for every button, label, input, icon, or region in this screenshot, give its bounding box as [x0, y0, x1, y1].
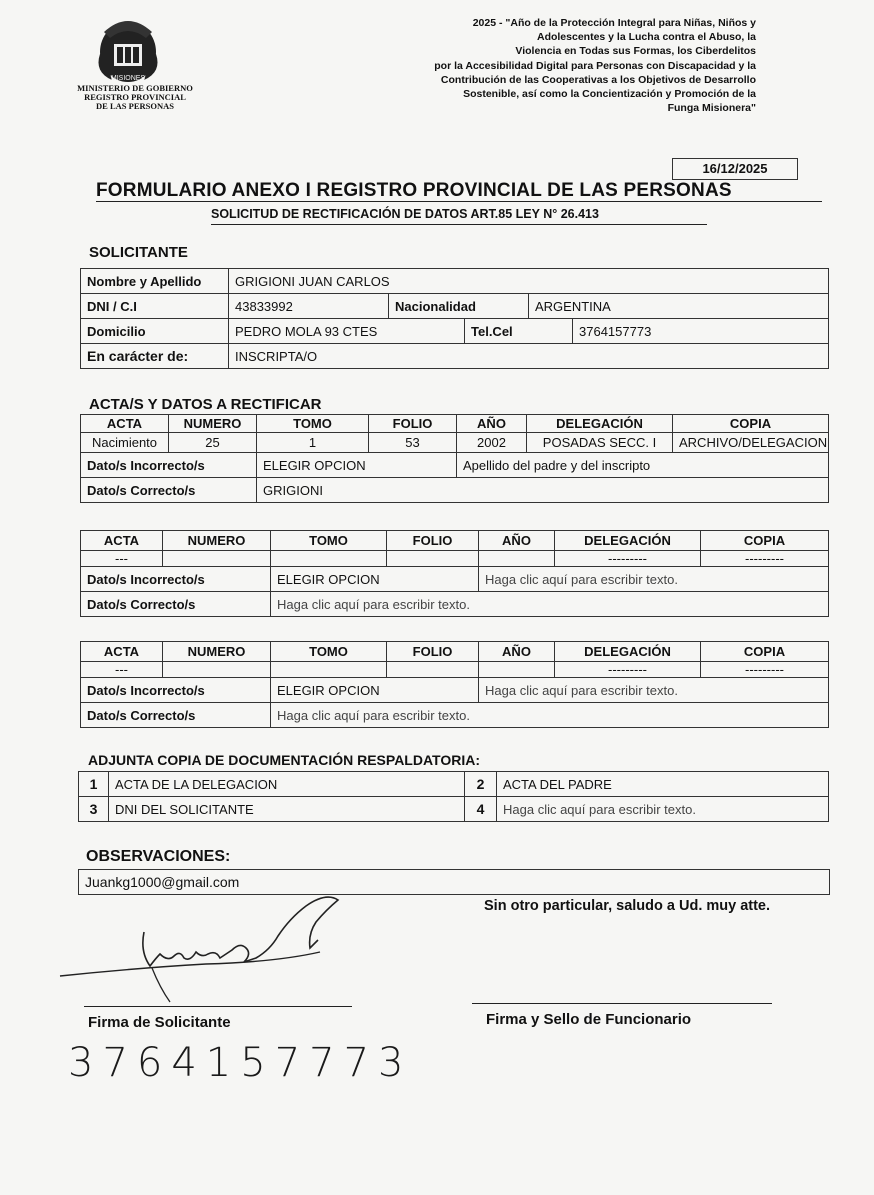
header-anio: AÑO: [457, 415, 527, 433]
anio-cell[interactable]: [479, 551, 555, 567]
header-delegacion: DELEGACIÓN: [527, 415, 673, 433]
document-field-4[interactable]: Haga clic aquí para escribir texto.: [497, 797, 829, 822]
tomo-cell[interactable]: [271, 662, 387, 678]
ministry-line: DE LAS PERSONAS: [96, 101, 174, 111]
copia-cell[interactable]: ---------: [701, 551, 829, 567]
acta-type-cell[interactable]: Nacimiento: [81, 433, 169, 453]
header-folio: FOLIO: [369, 415, 457, 433]
signature-drawing: [56, 892, 386, 1012]
caracter-field[interactable]: INSCRIPTA/O: [229, 344, 829, 369]
header-acta: ACTA: [81, 531, 163, 551]
motto-line: Sostenible, así como la Concientización y Promoción de la: [463, 88, 756, 101]
correct-data-field[interactable]: GRIGIONI: [257, 478, 829, 503]
header-numero: NUMERO: [163, 531, 271, 551]
document-field-3[interactable]: DNI DEL SOLICITANTE: [109, 797, 465, 822]
solicitante-table: [80, 268, 829, 369]
phone-field[interactable]: 3764157773: [573, 319, 829, 344]
header-delegacion: DELEGACIÓN: [555, 531, 701, 551]
incorrect-data-field[interactable]: Apellido del padre y del inscripto: [457, 453, 829, 478]
incorrect-option-select[interactable]: ELEGIR OPCION: [271, 567, 479, 592]
address-label: Domicilio: [81, 319, 229, 344]
motto-line: 2025 - "Año de la Protección Integral para Niñas, Niños y: [472, 17, 756, 29]
tomo-cell[interactable]: 1: [257, 433, 369, 453]
section-solicitante: SOLICITANTE: [89, 244, 188, 261]
copia-cell[interactable]: ARCHIVO/DELEGACION: [673, 433, 829, 453]
header-acta: ACTA: [81, 415, 169, 433]
item-number: 4: [465, 797, 497, 822]
motto-line: Contribución de las Cooperativas a los Objetivos de Desarrollo: [440, 73, 756, 86]
header-acta: ACTA: [81, 642, 163, 662]
motto-line: Adolescentes y la Lucha contra el Abuso, la: [536, 31, 756, 44]
header-delegacion: DELEGACIÓN: [555, 642, 701, 662]
delegacion-cell[interactable]: ---------: [555, 662, 701, 678]
ministry-line: MINISTERIO DE GOBIERNO: [77, 83, 193, 93]
folio-cell[interactable]: [387, 551, 479, 567]
incorrect-data-field[interactable]: Haga clic aquí para escribir texto.: [479, 567, 829, 592]
motto-line: Funga Misionera": [667, 102, 756, 115]
observaciones-field[interactable]: Juankg1000@gmail.com: [79, 870, 830, 895]
incorrect-option-select[interactable]: ELEGIR OPCION: [257, 453, 457, 478]
acta-block-1: [80, 414, 829, 503]
title-underline: [96, 201, 822, 202]
header-tomo: TOMO: [271, 642, 387, 662]
correct-data-field[interactable]: Haga clic aquí para escribir texto.: [271, 703, 829, 728]
header-tomo: TOMO: [257, 415, 369, 433]
header-numero: NUMERO: [169, 415, 257, 433]
solicitante-signature-line: [84, 1006, 352, 1007]
numero-cell[interactable]: [163, 662, 271, 678]
solicitante-signature-label: Firma de Solicitante: [88, 1014, 231, 1031]
date-field[interactable]: 16/12/2025: [672, 158, 798, 180]
incorrect-label: Dato/s Incorrecto/s: [81, 678, 271, 703]
section-adjunta: ADJUNTA COPIA DE DOCUMENTACIÓN RESPALDATORIA:: [88, 752, 480, 768]
header-anio: AÑO: [479, 642, 555, 662]
incorrect-data-field[interactable]: Haga clic aquí para escribir texto.: [479, 678, 829, 703]
ministry-name: [60, 84, 210, 111]
name-label: Nombre y Apellido: [81, 269, 229, 294]
tomo-cell[interactable]: [271, 551, 387, 567]
motto-line: por la Accesibilidad Digital para Personas con Discapacidad y la: [434, 59, 756, 72]
caracter-label: En carácter de:: [81, 344, 229, 369]
header-copia: COPIA: [701, 531, 829, 551]
nationality-label: Nacionalidad: [389, 294, 529, 319]
dni-label: DNI / C.I: [81, 294, 229, 319]
incorrect-label: Dato/s Incorrecto/s: [81, 453, 257, 478]
correct-label: Dato/s Correcto/s: [81, 592, 271, 617]
closing-greeting: Sin otro particular, saludo a Ud. muy atte.: [484, 898, 771, 914]
numero-cell[interactable]: 25: [169, 433, 257, 453]
delegacion-cell[interactable]: POSADAS SECC. I: [527, 433, 673, 453]
anio-cell[interactable]: 2002: [457, 433, 527, 453]
ministry-line: REGISTRO PROVINCIAL: [84, 92, 186, 102]
folio-cell[interactable]: [387, 662, 479, 678]
year-motto: [356, 16, 756, 115]
correct-data-field[interactable]: Haga clic aquí para escribir texto.: [271, 592, 829, 617]
copia-cell[interactable]: ---------: [701, 662, 829, 678]
document-field-1[interactable]: ACTA DE LA DELEGACION: [109, 772, 465, 797]
address-field[interactable]: PEDRO MOLA 93 CTES: [229, 319, 465, 344]
acta-type-cell[interactable]: ---: [81, 551, 163, 567]
delegacion-cell[interactable]: ---------: [555, 551, 701, 567]
header-folio: FOLIO: [387, 642, 479, 662]
section-actas: ACTA/S Y DATOS A RECTIFICAR: [89, 396, 322, 413]
document-field-2[interactable]: ACTA DEL PADRE: [497, 772, 829, 797]
ministry-seal-icon: [90, 14, 166, 86]
acta-block-3: [80, 641, 829, 728]
header-anio: AÑO: [479, 531, 555, 551]
anio-cell[interactable]: [479, 662, 555, 678]
funcionario-signature-line: [472, 1003, 772, 1004]
seal-text: MISIONES: [110, 75, 146, 82]
handwritten-phone-number: 3764157773: [68, 1040, 413, 1086]
acta-type-cell[interactable]: ---: [81, 662, 163, 678]
nationality-field[interactable]: ARGENTINA: [529, 294, 829, 319]
header-tomo: TOMO: [271, 531, 387, 551]
header-copia: COPIA: [673, 415, 829, 433]
correct-label: Dato/s Correcto/s: [81, 478, 257, 503]
header-folio: FOLIO: [387, 531, 479, 551]
incorrect-option-select[interactable]: ELEGIR OPCION: [271, 678, 479, 703]
correct-label: Dato/s Correcto/s: [81, 703, 271, 728]
folio-cell[interactable]: 53: [369, 433, 457, 453]
phone-label: Tel.Cel: [465, 319, 573, 344]
dni-field[interactable]: 43833992: [229, 294, 389, 319]
funcionario-signature-label: Firma y Sello de Funcionario: [486, 1011, 692, 1028]
item-number: 2: [465, 772, 497, 797]
form-subtitle: SOLICITUD DE RECTIFICACIÓN DE DATOS ART.85 LEY N° 26.413: [211, 207, 599, 221]
form-title: FORMULARIO ANEXO I REGISTRO PROVINCIAL DE LAS PERSONAS: [96, 180, 732, 201]
subtitle-underline: [211, 224, 707, 225]
numero-cell[interactable]: [163, 551, 271, 567]
item-number: 1: [79, 772, 109, 797]
section-observaciones: OBSERVACIONES:: [86, 848, 231, 865]
header-numero: NUMERO: [163, 642, 271, 662]
incorrect-label: Dato/s Incorrecto/s: [81, 567, 271, 592]
name-field[interactable]: GRIGIONI JUAN CARLOS: [229, 269, 829, 294]
header-copia: COPIA: [701, 642, 829, 662]
acta-block-2: [80, 530, 829, 617]
motto-line: Violencia en Todas sus Formas, los Ciberdelitos: [515, 45, 756, 58]
adjunta-table: [78, 771, 829, 822]
item-number: 3: [79, 797, 109, 822]
